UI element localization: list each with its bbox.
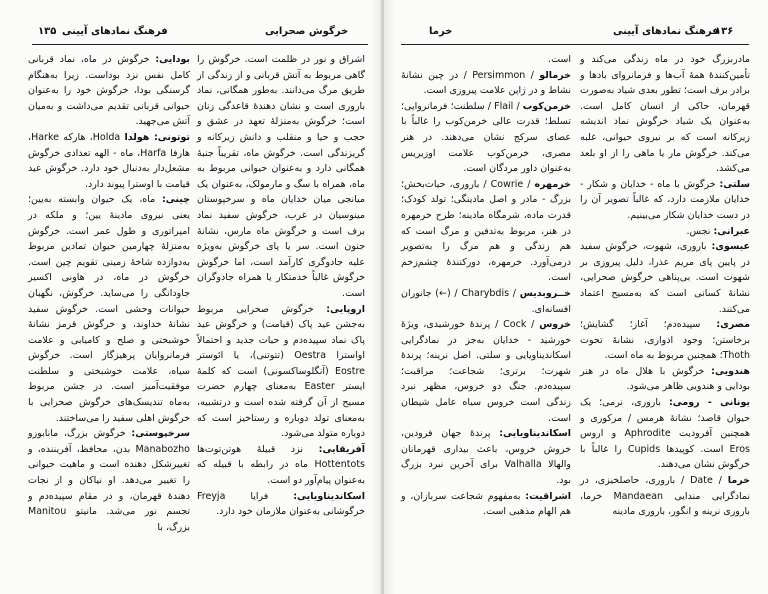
entry-text: نجس. — [686, 225, 711, 237]
left-page-right-column — [197, 52, 365, 520]
entry — [580, 395, 750, 473]
entry-term: اشراقیت: — [525, 490, 571, 502]
running-title: فرهنگ نمادهای آیینی — [62, 26, 168, 37]
entry — [401, 426, 571, 488]
right-page-left-column — [401, 52, 571, 520]
entry — [580, 364, 750, 395]
entry-text: خرگوش با هلال ماه در هنر بودایی و هندویی ظاهر می‌شود. — [580, 365, 750, 393]
entry — [197, 52, 365, 302]
entry-term: خروس — [539, 319, 571, 331]
entry-term: اروپایی: — [326, 303, 365, 315]
left-page — [0, 0, 380, 594]
entry-term: اسکاندیناویایی: — [293, 490, 365, 502]
entry-term: خرمالو — [539, 69, 571, 81]
entry-term: خــروبدیس — [519, 287, 571, 299]
header-rule — [32, 44, 368, 45]
entry-term: خرمهره — [534, 178, 571, 190]
entry-text: خرگوش صحرایی مربوط به‌جشن عید پاک (قیامت) و خرگوش عید پاک نماد سپیده‌دم و حیات جدید و احتمالاً اواسترا Oestra (تتوتنی)، یا ائوستر Eostre (آنگلوساکسونی) است که کلمهٔ ایستر Easter به‌معنای چهارم حضرت مسیح از آن گرفته شده است و درتشبیه، به‌معنای تولد دوباره و رستاخیز است که دوباره متولد می‌شود. — [197, 303, 366, 440]
entry-term: چینی: — [161, 194, 190, 206]
entry-text: / Charybdis / (←) جانوران افسانه‌ای. — [401, 287, 571, 315]
entry — [28, 192, 190, 426]
entry-term: خرمن‌کوب — [522, 100, 571, 112]
entry-text: اشراق و نور در ظلمت است. خرگوش را گاهی مربوط به آتش قربانی و از زندگی از طریق مرگ می‌دانند. به‌طور همگانی، نماد باروری است و نشان دهندهٔ قاعدگی زنان است؛ خرگوش به‌منزلهٔ تعهد در عشق و حجب و حیا و منقلب و دانش زیرکانه و گریزندگی است. خرگوش ماه، تقریباً جنبهٔ همگانی دارد و به‌عنوان حیوانی مربوط به ماه، همراه با سگ و مارمولک، به‌عنوان یک میانجی میان خدایان ماه و سرخپوستان مینوسیان در غرب، خرگوش سفید نماد برف است و خرگوش ماه مارس، نشانهٔ جنون است. سر یا پای خرگوش به‌ویژه علیه جادوگری کارآمد است، اما خرگوش خرگوش غالباً خدمتکار یا همراه جادوگران است. — [197, 54, 365, 299]
entry — [401, 317, 571, 426]
entry-term: مصری: — [716, 319, 750, 331]
entry-term: آفریقایی: — [318, 443, 365, 455]
entry — [401, 68, 571, 99]
entry-text: پرندهٔ جهان فرودین، خروش خروس، باعث بیداری قهرمانان والهالا Valhalla برای آخرین نبرد بزرگ بود. — [401, 428, 571, 487]
left-page-left-column — [28, 52, 190, 535]
entry — [197, 442, 365, 489]
entry-text: / Persimmon / در چین نشانهٔ نشاط و در ژاپن علامت پیروزی است. — [401, 69, 571, 97]
entry-text: به‌مفهوم شجاعت سربازان، و هم الهام مذهبی است. — [401, 490, 571, 518]
book-gutter — [381, 0, 384, 594]
entry-term: یونانی - رومی: — [668, 397, 750, 409]
entry-text: خرگوش بزرگ، مانابوزو Manabozho بدن، محافظ، آفریننده، و تغییرشکل دهنده است و ماهیت حیوانی را تغییر می‌دهد. او نیاکان و از نجات دهندهٔ قهرمان، و در مقام سپیده‌دم و تجسم نور می‌شد. مانیتو Manitou بزرگ، با — [28, 428, 190, 533]
entry — [28, 130, 190, 192]
entry-text: باروری، شهوت، خرگوش سفید در پایین پای مریم عذرا، دلیل پیروزی بر شهوت است. بی‌پناهی خرگوش صحرایی، نشانهٔ کسانی است که به‌مسیح اعتماد می‌کنند. — [580, 241, 750, 315]
entry-term: سرخپوستی: — [131, 428, 190, 440]
entry-text: Holda، هارکه Harke، هارفا Harfa، ماه - الهه تعدادی خرگوش مشعل‌دار به‌دنبال خود دارد. خرگوش عید قیامت با اوسترا پیوند دارد. — [28, 131, 190, 190]
entry-term: سلتی: — [719, 178, 750, 190]
entry — [197, 489, 365, 520]
entry — [580, 52, 750, 177]
entry-text: ماه، یک حیوان وابسته به‌یین؛ یعنی نیروی مادینهٔ یین؛ و ملکه در امپراتوری و طول عمر است. خرگوش به‌منزلهٔ چهارمین حیوان تمادین مربوط به‌دوازده شاخهٔ زمینی تقویم چین است. خرگوش در ماه، در هاونی اکسیر جاودانگی را می‌ساید. خرگوش، نگهبان حیوانات وحشی است. خرگوش سفید نشانهٔ خداوند، و خرگوش قرمز نشانهٔ خوشبختی و صلح و کامیابی و علامت فرمانروایان پرهیزگار است. خرگوش سیاه، علامت خوشبختی و سلطنت موفقیت‌آمیز است. در جشن مربوط به‌ماه تندیسک‌های خرگوش صحرایی با خرگوش اهلی سفید را می‌ساختند. — [28, 194, 190, 424]
entry-term: بودایی: — [155, 54, 190, 65]
entry — [580, 224, 750, 240]
entry — [580, 473, 750, 520]
right-page — [385, 0, 768, 594]
entry-term: هندویی: — [711, 365, 750, 377]
entry — [28, 426, 190, 535]
entry-text: / Cock / پرندهٔ خورشیدی، ویژهٔ خورشید - خدایان به‌جز در نمادگرایی اسکاندیناویایی و سلتی. اصل نرینه؛ پرندهٔ شهرت؛ برتری؛ شجاعت؛ مراقبت؛ سپیده‌دم. جنگ دو خروس، مظهر نبرد زندگی است خروس سیاه عامل شیطان است. — [401, 319, 571, 424]
entry-text: / Flail / سلطنت؛ فرمانروایی؛ تسلط؛ قدرت عالی خرمن‌کوب را غالباً با عصای سرکج نشان می‌دهند. در هنر مصری، خرمن‌کوب علامت اوزیریس به‌عنوان داور مردگان است. — [401, 100, 571, 175]
entry-text: مادربزرگ خود در ماه زندگی می‌کند و تأمین‌کنندهٔ همهٔ آب‌ها و فرمانروای بادها و برادر برف است؛ تطور بعدی شیاد به‌صورت قهرمان، حاکی از انسان کامل است. به‌عنوان یک شیاد خرگوش نماد اندیشه زیرکانه است که بر نیروی حیوانی، غلبه می‌کند. خرگوش مار یا ماهی را از او بلعد می‌کشد. — [580, 54, 750, 175]
entry — [401, 52, 571, 68]
entry — [580, 317, 750, 364]
entry-text: خرگوش با ماه - خدایان و شکار - خدایان ملازمت دارد، که غالباً تصویر آن را در دست خدایان شکار می‌بینیم. — [580, 178, 750, 221]
entry — [580, 239, 750, 317]
entry-text: خرگوش در ماه، نماد قربانی کامل نفس نزد بوداست. زیرا به‌هنگام گرسنگی بودا، خرگوش خود را به‌عنوان حیوانی قربانی تقدیم می‌داشت و به‌میان آتش می‌جهید. — [28, 54, 190, 128]
entry-term: توتونی: هولدا — [124, 131, 191, 143]
entry — [401, 177, 571, 286]
entry — [28, 52, 190, 130]
right-page-right-column — [580, 52, 750, 520]
entry — [197, 302, 365, 442]
left-page-header — [0, 26, 380, 42]
entry-text: سپیده‌دم؛ آغاز؛ گشایش؛ برخاستن؛ وجود ادواری، نشانهٔ تحوت Thoth؛ همچنین مربوط به ماه است. — [580, 319, 750, 362]
entry-term: عیسوی: — [711, 241, 750, 253]
entry-text: نزد قبیلهٔ هوتن‌توت‌ها Hottentots ماه در رابطه با قبیله که به‌عنوان پیام‌آور دو است. — [197, 443, 365, 487]
entry-text: / Date / باروری، حاصلخیزی، در نمادگرایی مندایی Mandaean خرما، باروری نرینه و انگور، باروری مادینه — [580, 475, 750, 518]
entry — [580, 177, 750, 224]
entry-text: / Cowrie / باروری، حیات‌بخش؛ بزرگ - مادر و اصل مادینگی؛ تولد کودک؛ قدرت ماده، شرمگاه مادینه؛ طرح خرمهره در هنر، مربوط به‌تدفین و مرگ است که هم زندگی و هم مرگ را به‌تصویر درمی‌آورد. خرمهره، دورکنندهٔ چشم‌زخم است. — [401, 178, 571, 284]
page-number: ۱۳۵ — [38, 26, 57, 37]
running-title: فرهنگ نمادهای آیینی — [613, 26, 719, 37]
entry-text: باروری، نرمی؛ یک حیوان قاصد؛ نشانهٔ هرمس / مرکوری و همچنین آفرودیت Aphrodite و اروس Eros است. کوپیدها Cupids را غالباً با خرگوش نشان می‌دهند. — [580, 397, 750, 471]
entry — [401, 286, 571, 317]
entry-term: عبرانی: — [713, 225, 750, 237]
entry-term: اسکاندیناویایی: — [499, 428, 571, 440]
section-title: خرما — [429, 26, 453, 37]
entry-text: فرایا Freyja خرگوشانی به‌عنوان ملازمان خود دارد. — [197, 490, 365, 518]
section-title: خرگوش صحرایی — [265, 26, 349, 37]
entry — [401, 99, 571, 177]
entry — [401, 489, 571, 520]
entry-text: است. — [548, 54, 571, 65]
entry-term: خرما — [727, 475, 750, 487]
header-rule — [401, 44, 749, 45]
right-page-header — [385, 26, 768, 42]
page-number: ۱۳۶ — [715, 26, 734, 37]
